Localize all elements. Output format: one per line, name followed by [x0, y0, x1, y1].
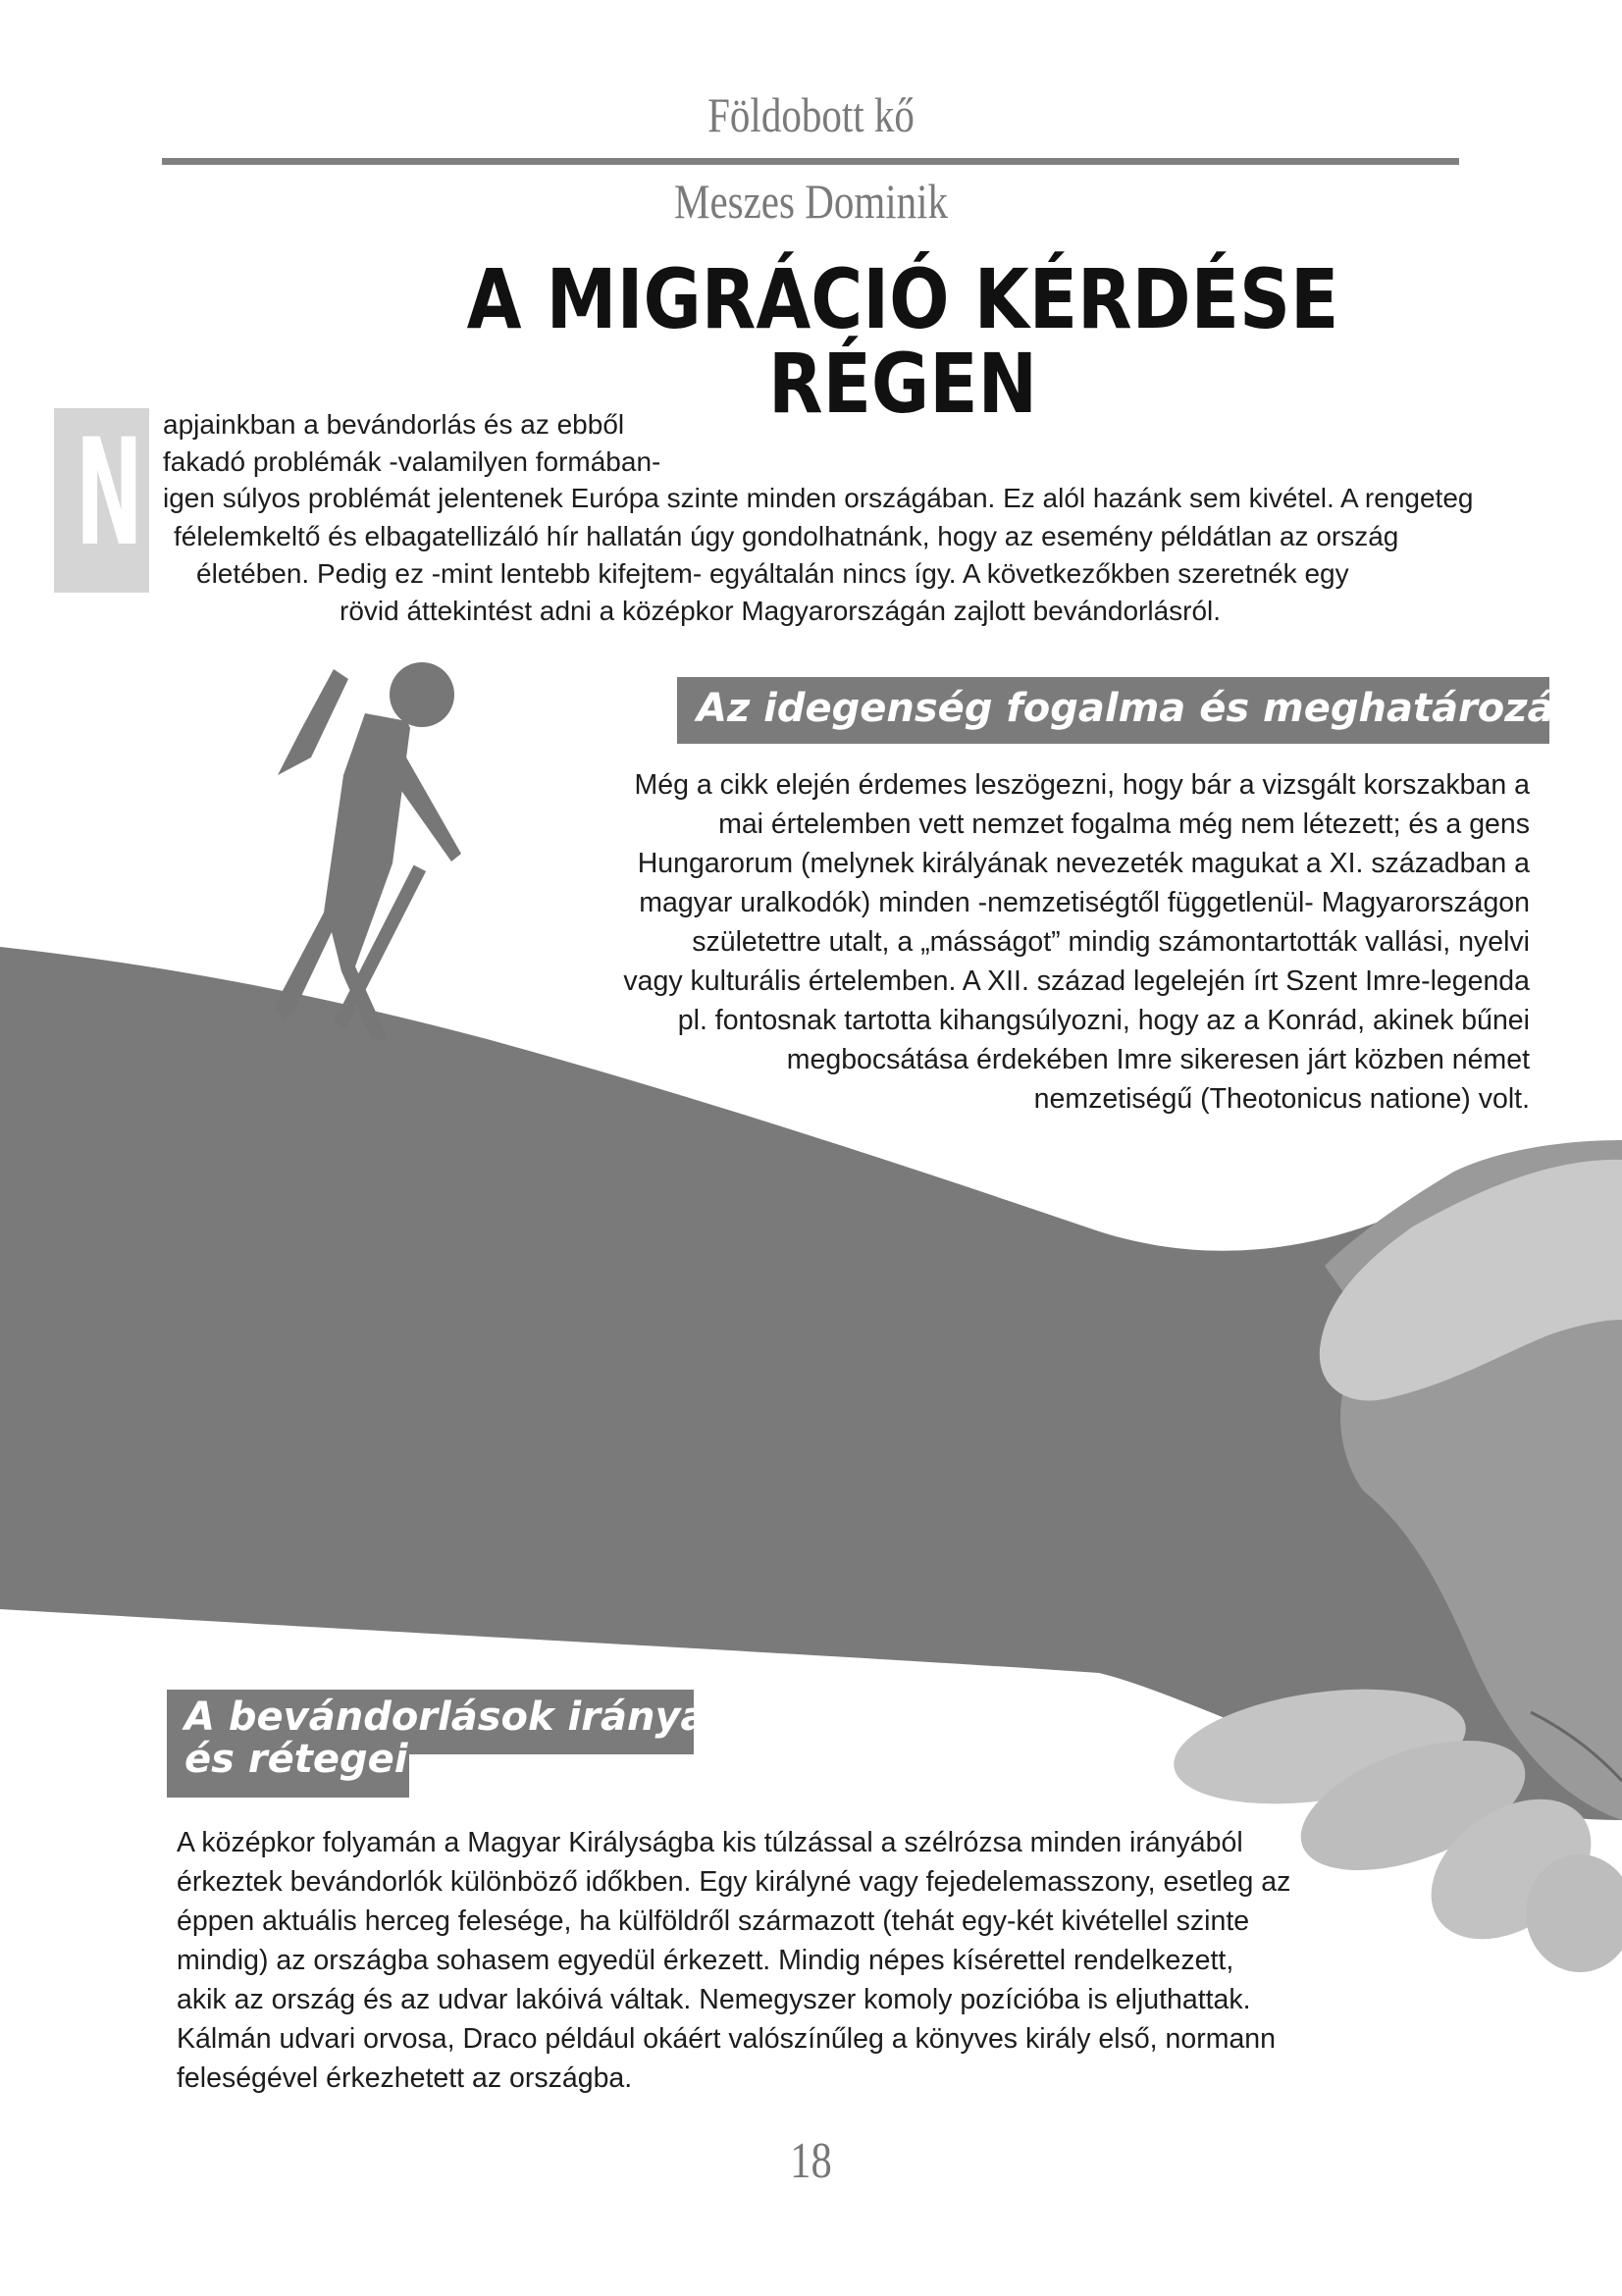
- page-number: 18: [790, 2133, 832, 2189]
- section1-line-4: magyar uralkodók) minden -nemzetiségtől függetlenül- Magyarországon: [639, 887, 1530, 918]
- section1-line-9: nemzetiségű (Theotonicus natione) volt.: [1033, 1083, 1530, 1115]
- intro-line-3: igen súlyos problémát jelentenek Európa szinte minden országában. Ez alól hazánk sem kivétel. A rengeteg: [163, 483, 1474, 513]
- section2-line-2: érkeztek bevándorlók különböző időkben. Egy királyné vagy fejedelemasszony, esetleg az: [177, 1866, 1291, 1898]
- section2-line-4: mindig) az országba sohasem egyedül érkezett. Mindig népes kísérettel rendelkezett,: [177, 1945, 1234, 1976]
- article-title: [447, 251, 1359, 432]
- section1-line-8: megbocsátása érdekében Imre sikeresen járt közben német: [786, 1044, 1530, 1075]
- section2-line-5: akik az ország és az udvar lakóivá váltak. Nemegyszer komoly pozícióba is eljuthattak.: [177, 1984, 1251, 2015]
- hiker-silhouette: [275, 662, 461, 1042]
- section1-line-6: vagy kulturális értelemben. A XII. század legelején írt Szent Imre-legenda: [623, 965, 1530, 997]
- magazine-title: Földobott kő: [707, 87, 915, 142]
- section2-line-3: éppen aktuális herceg felesége, ha külföldről származott (tehát egy-két kivétellel szinte: [177, 1905, 1250, 1937]
- section2-line-6: Kálmán udvari orvosa, Draco például okáért valószínűleg a könyves király első, normann: [177, 2023, 1276, 2055]
- section2-heading-line-1: A bevándorlások irányai: [184, 1695, 721, 1740]
- section1-line-5: születettre utalt, a „másságot” mindig számontartották vallási, nyelvi: [692, 926, 1530, 958]
- article-title-line-2: RÉGEN: [767, 336, 1038, 432]
- section2-line-7: feleségével érkezhetett az országba.: [177, 2062, 633, 2094]
- section1-heading: Az idegenség fogalma és meghatározása: [697, 686, 1604, 731]
- article-title-line-1: A MIGRÁCIÓ KÉRDÉSE: [466, 251, 1339, 347]
- intro-line-5: életében. Pedig ez -mint lentebb kifejtem- egyáltalán nincs így. A következőkben szeretnék egy: [196, 558, 1349, 589]
- drop-cap-letter: N: [75, 408, 143, 579]
- intro-line-2: fakadó problémák -valamilyen formában-: [163, 446, 661, 477]
- intro-line-4: félelemkeltő és elbagatellizáló hír hallatán úgy gondolhatnánk, hogy az esemény példátlan az ország: [174, 521, 1399, 551]
- author-name: Meszes Dominik: [673, 174, 948, 229]
- section2-line-1: A középkor folyamán a Magyar Királyságba kis túlzással a szélrózsa minden irányából: [177, 1827, 1243, 1858]
- intro-line-6: rövid áttekintést adni a középkor Magyarországán zajlott bevándorlásról.: [340, 596, 1222, 626]
- section1-line-3: Hungarorum (melynek királyának nevezeték magukat a XI. században a: [637, 848, 1530, 879]
- section1-line-1: Még a cikk elején érdemes leszögezni, hogy bár a vizsgált korszakban a: [634, 769, 1530, 801]
- section2-heading-line-2: és rétegei: [184, 1737, 408, 1782]
- header-divider: [162, 158, 1459, 165]
- section1-line-7: pl. fontosnak tartotta kihangsúlyozni, hogy az a Konrád, akinek bűnei: [677, 1005, 1530, 1036]
- section1-line-2: mai értelemben vett nemzet fogalma még nem létezett; és a gens: [718, 809, 1530, 840]
- intro-line-1: apjainkban a bevándorlás és az ebből: [163, 409, 625, 440]
